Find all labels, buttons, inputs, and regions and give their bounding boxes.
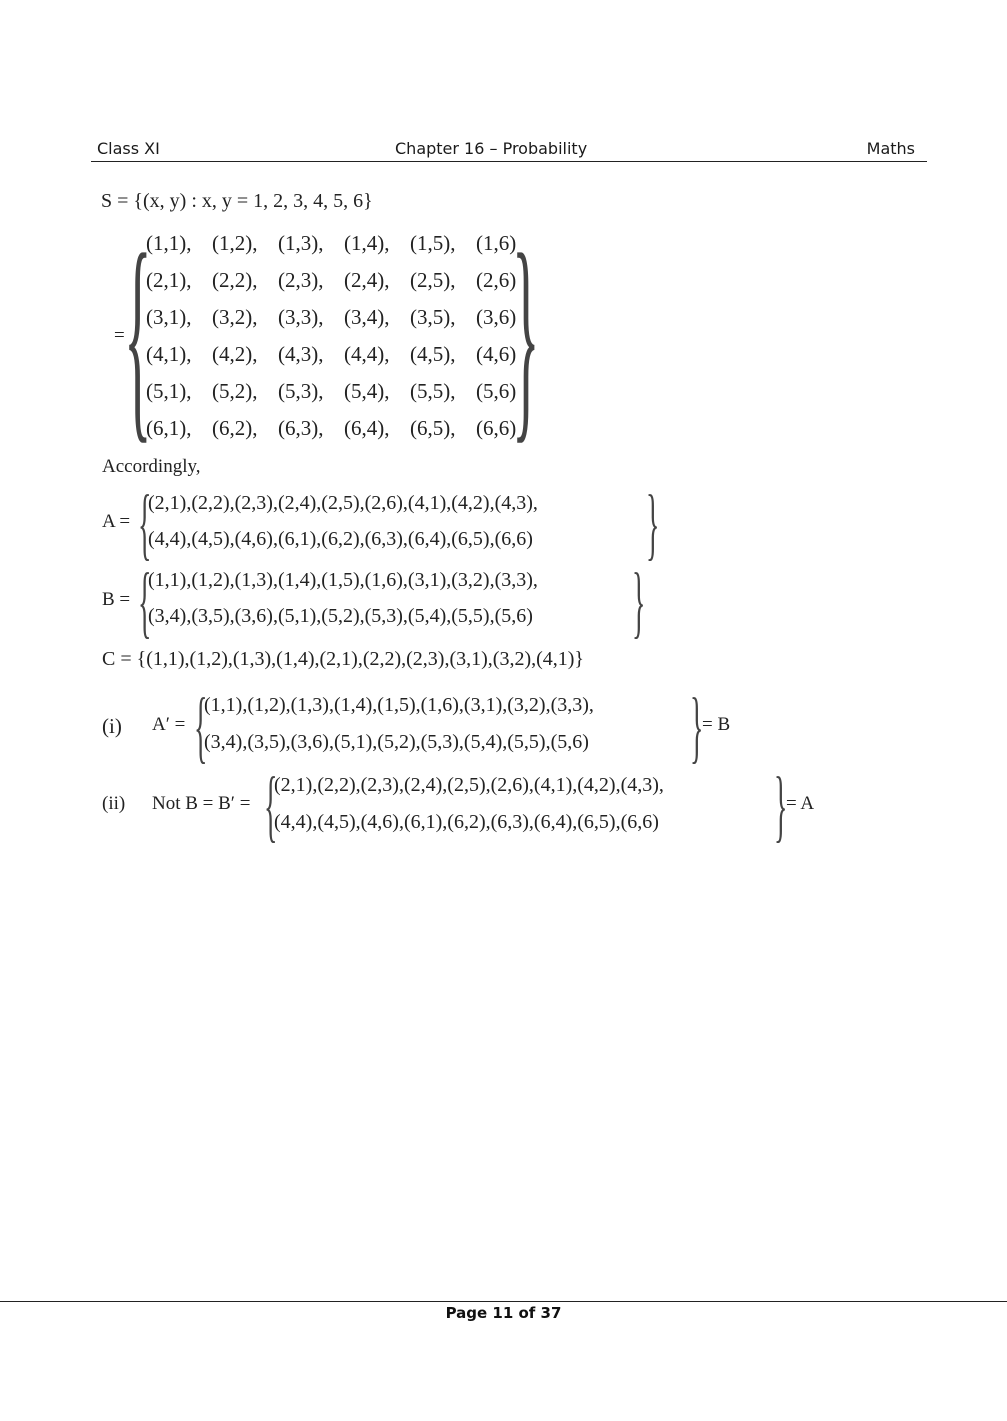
right-brace: } — [690, 683, 704, 771]
left-brace: { — [264, 762, 278, 850]
class-label: Class XI — [97, 139, 160, 158]
page-number: Page 11 of 37 — [445, 1304, 562, 1322]
right-brace: } — [632, 558, 646, 646]
set-a-line-2: (4,4),(4,5),(4,6),(6,1),(6,2),(6,3),(6,4),(6,5),(6,6) — [148, 528, 533, 550]
footer-divider — [0, 1301, 1007, 1302]
grid-row: (6,1), (6,2), (6,3), (6,4), (6,5), (6,6) — [146, 416, 517, 440]
right-brace: } — [512, 207, 540, 462]
set-b-label: B = — [102, 589, 131, 610]
left-brace: { — [194, 683, 208, 771]
part-ii-line-1: (2,1),(2,2),(2,3),(2,4),(2,5),(2,6),(4,1),(4,2),(4,3), — [274, 774, 664, 796]
equals-sign: = — [114, 325, 125, 346]
left-brace: { — [124, 207, 152, 462]
grid-row: (5,1), (5,2), (5,3), (5,4), (5,5), (5,6) — [146, 379, 517, 403]
part-i-line-1: (1,1),(1,2),(1,3),(1,4),(1,5),(1,6),(3,1),(3,2),(3,3), — [204, 694, 594, 716]
part-ii-number: (ii) — [102, 793, 126, 814]
set-a-label: A = — [102, 511, 131, 532]
subject-label: Maths — [866, 139, 915, 158]
page-header — [91, 139, 927, 162]
left-brace: { — [138, 558, 152, 646]
part-i-result: = B — [702, 714, 731, 735]
sample-space-definition: S = {(x, y) : x, y = 1, 2, 3, 4, 5, 6} — [101, 190, 373, 212]
set-b-line-2: (3,4),(3,5),(3,6),(5,1),(5,2),(5,3),(5,4),(5,5),(5,6) — [148, 605, 533, 627]
grid-row: (4,1), (4,2), (4,3), (4,4), (4,5), (4,6) — [146, 342, 517, 366]
part-ii-line-2: (4,4),(4,5),(4,6),(6,1),(6,2),(6,3),(6,4),(6,5),(6,6) — [274, 811, 659, 833]
grid-row: (2,1), (2,2), (2,3), (2,4), (2,5), (2,6) — [146, 268, 517, 292]
grid-row: (3,1), (3,2), (3,3), (3,4), (3,5), (3,6) — [146, 305, 517, 329]
chapter-title: Chapter 16 – Probability — [395, 139, 588, 158]
right-brace: } — [774, 762, 788, 850]
set-b-line-1: (1,1),(1,2),(1,3),(1,4),(1,5),(1,6),(3,1),(3,2),(3,3), — [148, 569, 538, 591]
part-i-line-2: (3,4),(3,5),(3,6),(5,1),(5,2),(5,3),(5,4),(5,5),(5,6) — [204, 731, 589, 753]
set-c-definition: C = {(1,1),(1,2),(1,3),(1,4),(2,1),(2,2),(2,3),(3,1),(3,2),(4,1)} — [102, 648, 585, 670]
set-a-line-1: (2,1),(2,2),(2,3),(2,4),(2,5),(2,6),(4,1),(4,2),(4,3), — [148, 492, 538, 514]
grid-row: (1,1), (1,2), (1,3), (1,4), (1,5), (1,6) — [146, 231, 517, 255]
right-brace: } — [646, 480, 660, 568]
left-brace: { — [138, 480, 152, 568]
part-i-number: (i) — [102, 714, 122, 738]
part-ii-result: = A — [786, 793, 815, 814]
part-ii-label: Not B = B′ = — [152, 793, 251, 814]
part-i-label: A′ = — [152, 714, 186, 735]
accordingly-text: Accordingly, — [102, 456, 201, 477]
sample-space-grid — [146, 226, 542, 448]
